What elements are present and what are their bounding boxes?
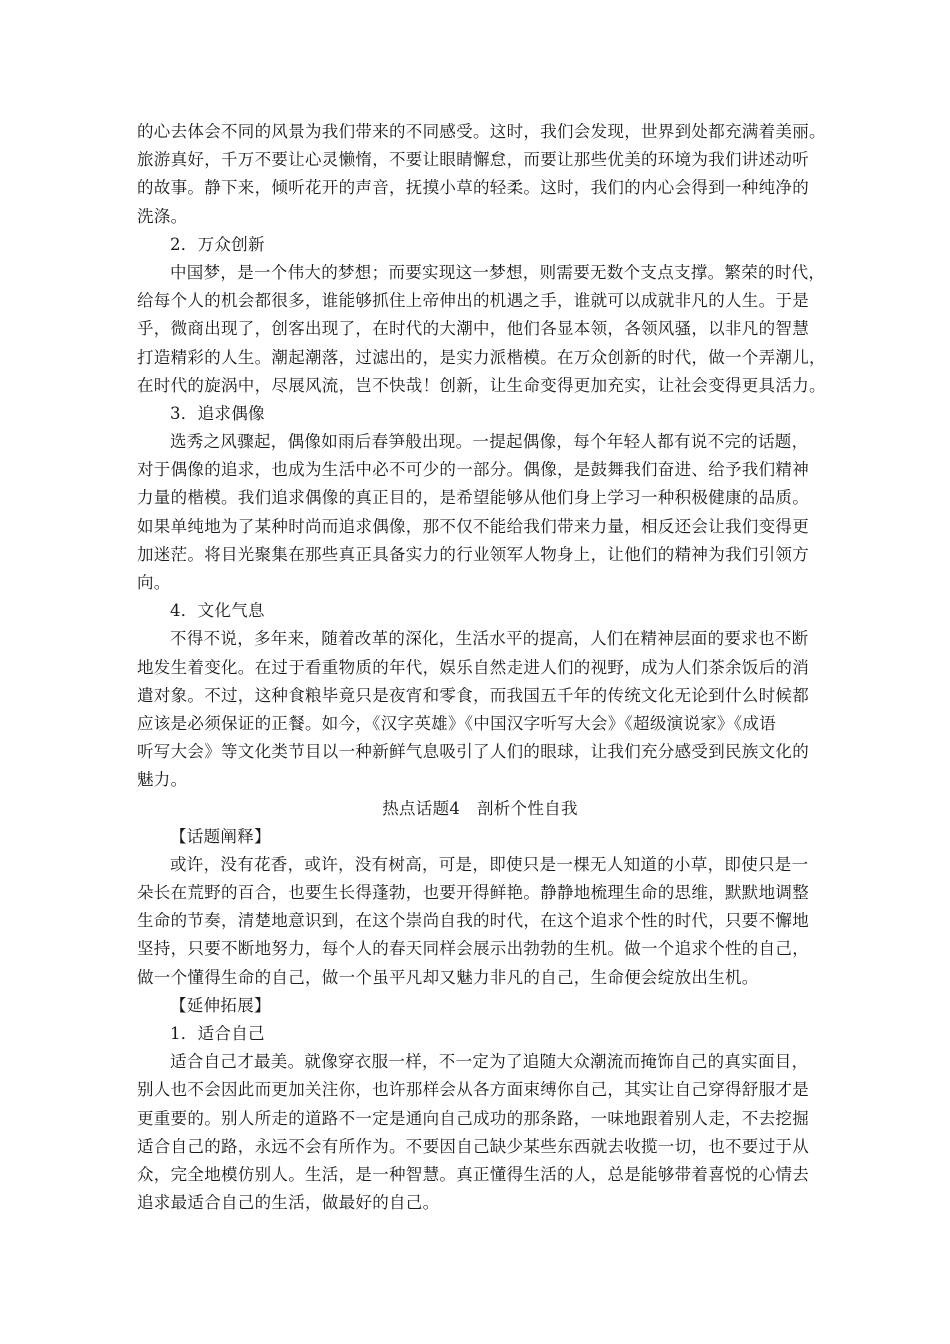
text-line: 加迷茫。将目光聚集在那些真正具备实力的行业领军人物身上，让他们的精神为我们引领方 <box>137 544 809 564</box>
topic-title: 热点话题4 剖析个性自我 <box>382 798 578 818</box>
text-line: 中国梦，是一个伟大的梦想；而要实现这一梦想，则需要无数个支点支撑。繁荣的时代， <box>170 262 826 282</box>
text-line: 魅力。 <box>137 770 188 790</box>
text-line: 或许，没有花香，或许，没有树高，可是，即使只是一棵无人知道的小草，即使只是一 <box>170 854 809 874</box>
section-heading: 4．文化气息 <box>170 601 265 621</box>
text-line: 对于偶像的追求，也成为生活中必不可少的一部分。偶像，是鼓舞我们奋进、给予我们精神 <box>137 460 809 480</box>
section-heading: 1．适合自己 <box>170 1024 265 1043</box>
text-line: 听写大会》等文化类节目以一种新鲜气息吸引了人们的眼球，让我们充分感受到民族文化的 <box>137 742 809 762</box>
text-line: 追求最适合自己的生活，做最好的自己。 <box>137 1193 440 1213</box>
subsection-label: 【话题阐释】 <box>170 826 271 846</box>
text-line: 如果单纯地为了某种时尚而追求偶像，那不仅不能给我们带来力量，相反还会让我们变得更 <box>137 516 809 536</box>
text-line: 旅游真好，千万不要让心灵懒惰，不要让眼睛懈怠，而要让那些优美的环境为我们讲述动听 <box>137 150 809 170</box>
text-line: 遣对象。不过，这种食粮毕竟只是夜宵和零食，而我国五千年的传统文化无论到什么时候都 <box>137 685 809 705</box>
text-line: 更重要的。别人所走的道路不一定是通向自己成功的那条路，一味地跟着别人走，不去挖掘 <box>137 1108 809 1128</box>
text-line: 打造精彩的人生。潮起潮落，过滤出的，是实力派楷模。在万众创新的时代，做一个弄潮儿， <box>137 347 826 367</box>
text-line: 洗涤。 <box>137 206 188 226</box>
text-line: 乎，微商出现了，创客出现了，在时代的大潮中，他们各显本领，各领风骚，以非凡的智慧 <box>137 319 809 339</box>
text-line: 朵长在荒野的百合，也要生长得蓬勃，也要开得鲜艳。静静地梳理生命的思维，默默地调整 <box>137 883 809 903</box>
text-line: 坚持，只要不断地努力，每个人的春天同样会展示出勃勃的生机。做一个追求个性的自己， <box>137 939 809 959</box>
text-line: 适合自己才最美。就像穿衣服一样，不一定为了追随大众潮流而掩饰自己的真实面目， <box>170 1052 809 1072</box>
text-line: 生命的节奏，清楚地意识到，在这个崇尚自我的时代，在这个追求个性的时代，只要不懈地 <box>137 911 809 931</box>
section-heading: 2．万众创新 <box>170 234 265 254</box>
text-line: 的故事。静下来，倾听花开的声音，抚摸小草的轻柔。这时，我们的内心会得到一种纯净的 <box>137 178 809 198</box>
section-heading: 3．追求偶像 <box>170 403 265 423</box>
text-line: 不得不说，多年来，随着改革的深化，生活水平的提高，人们在精神层面的要求也不断 <box>170 629 809 649</box>
text-line: 给每个人的机会都很多，谁能够抓住上帝伸出的机遇之手，谁就可以成就非凡的人生。于是 <box>137 291 809 311</box>
text-line: 做一个懂得生命的自己，做一个虽平凡却又魅力非凡的自己，生命便会绽放出生机。 <box>137 967 759 987</box>
text-line: 众，完全地模仿别人。生活，是一种智慧。真正懂得生活的人，总是能够带着喜悦的心情去 <box>137 1164 809 1184</box>
document-body <box>137 118 826 1217</box>
text-line: 地发生着变化。在过于看重物质的年代，娱乐自然走进人们的视野，成为人们茶余饭后的消 <box>137 657 809 677</box>
text-line: 向。 <box>137 573 171 592</box>
text-line: 应该是必须保证的正餐。如今，《汉字英雄》《中国汉字听写大会》《超级演说家》《成语 <box>137 713 776 733</box>
text-line: 在时代的旋涡中，尽展风流，岂不快哉！创新，让生命变得更加充实，让社会变得更具活力。 <box>137 375 826 395</box>
text-line: 的心去体会不同的风景为我们带来的不同感受。这时，我们会发现，世界到处都充满着美丽。 <box>137 122 826 141</box>
subsection-label: 【延伸拓展】 <box>170 995 271 1015</box>
text-line: 力量的楷模。我们追求偶像的真正目的，是希望能够从他们身上学习一种积极健康的品质。 <box>137 488 809 508</box>
text-line: 别人也不会因此而更加关注你，也许那样会从各方面束缚你自己，其实让自己穿得舒服才是 <box>137 1080 809 1100</box>
text-line: 选秀之风骤起，偶像如雨后春笋般出现。一提起偶像，每个年轻人都有说不完的话题， <box>170 432 809 452</box>
text-line: 适合自己的路，永远不会有所作为。不要因自己缺少某些东西就去收揽一切，也不要过于从 <box>137 1136 809 1156</box>
